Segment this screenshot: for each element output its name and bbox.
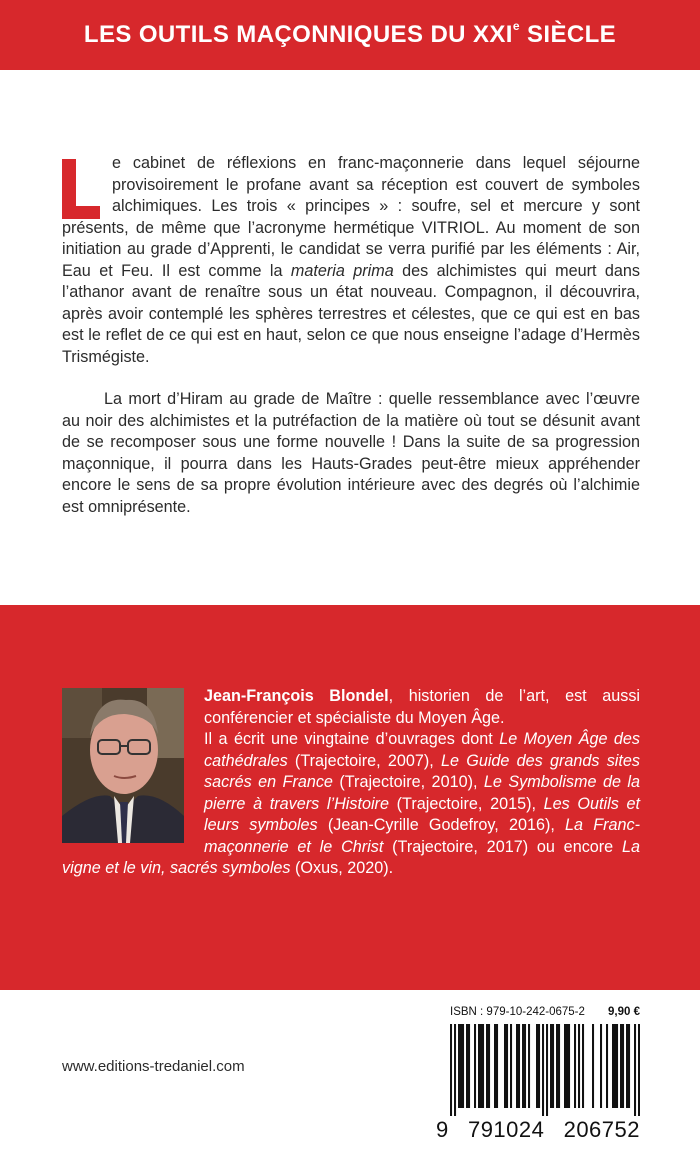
barcode-bar bbox=[612, 1024, 614, 1108]
publisher-website[interactable]: www.editions-tredaniel.com bbox=[62, 1058, 245, 1075]
barcode-bar bbox=[450, 1024, 452, 1116]
barcode-bar bbox=[566, 1024, 568, 1108]
barcode-bar bbox=[558, 1024, 560, 1108]
barcode-bar bbox=[482, 1024, 484, 1108]
barcode-bar bbox=[600, 1024, 602, 1108]
book-series-title: LES OUTILS MAÇONNIQUES DU XXIe SIÈCLE bbox=[83, 19, 617, 48]
barcode-bar bbox=[494, 1024, 496, 1108]
barcode-bar bbox=[466, 1024, 468, 1108]
barcode-bar bbox=[578, 1024, 580, 1108]
barcode-bar bbox=[574, 1024, 576, 1108]
barcode-digits: 9 791024 206752 bbox=[436, 1117, 640, 1142]
barcode-bar bbox=[552, 1024, 554, 1108]
barcode-bar bbox=[568, 1024, 570, 1108]
barcode-bar bbox=[622, 1024, 624, 1108]
barcode-bar bbox=[462, 1024, 464, 1108]
author-name: Jean-François Blondel bbox=[204, 687, 389, 705]
barcode-bar bbox=[542, 1024, 544, 1116]
barcode-bar bbox=[620, 1024, 622, 1108]
barcode-bar bbox=[480, 1024, 482, 1108]
barcode-bar bbox=[614, 1024, 616, 1108]
description-paragraph-2: La mort d’Hiram au grade de Maître : quelle ressemblance avec l’œuvre au noir des alchimistes et la putréfaction de la matière où tout se désunit avant de se recomposer sous une forme nouvelle ! Dans la suite de sa progression maçonnique, il pourra dans les Hauts-Grades peut-être mieux appréhender encore le sens de sa propre évolution intérieure avec des degrés où l’alchimie est omniprésente. bbox=[62, 390, 640, 516]
barcode-bar bbox=[506, 1024, 508, 1108]
barcode-bar bbox=[616, 1024, 618, 1108]
price-label: 9,90 € bbox=[608, 1006, 640, 1018]
barcode-bar bbox=[504, 1024, 506, 1108]
barcode-bar bbox=[524, 1024, 526, 1108]
barcode-bar bbox=[564, 1024, 566, 1108]
barcode-bar bbox=[496, 1024, 498, 1108]
barcode-bar bbox=[474, 1024, 476, 1108]
description-paragraph-1: e cabinet de réflexions en franc-maçonnerie dans lequel séjourne provisoirement le profane avant sa réception est couvert de symboles alchimiques. Les trois « principes » : soufre, sel et mercure y sont présents, de même que l’acronyme hermétique VITRIOL. Au moment de son initiation au grade d’Apprenti, le candidat se verra purifié par les éléments : Air, Eau et Feu. Il est comme la materia prima des alchimistes qui meurt dans l’athanor avant de renaître sous un état nouveau. Compagnon, il découvrira, après avoir contemplé les sphères terrestres et célestes, que ce qui est en bas est le reflet de ce qui est en haut, selon ce que nous enseigne l’adage d’Hermès Trismégiste. bbox=[62, 154, 640, 366]
barcode-bar bbox=[468, 1024, 470, 1108]
barcode-bar bbox=[626, 1024, 628, 1108]
barcode-bar bbox=[536, 1024, 538, 1108]
author-bio-text: Jean-François Blondel, historien de l’art, est aussi conférencier et spécialiste du Moyen Âge. Il a écrit une vingtaine d’ouvrages dont Le Moyen Âge des cathédrales (Trajectoire, 2007), Le Guide des grands sites sacrés en France (Trajectoire, 2010), Le Symbolisme de la pierre à travers l’Histoire (Trajectoire, 2015), Les Outils et leurs symboles (Jean-Cyrille Godefroy, 2016), La Franc-maçonnerie et le Christ (Trajectoire, 2017) ou encore La vigne et le vin, sacrés symboles (Oxus, 2020). bbox=[62, 687, 641, 877]
barcode-bar bbox=[518, 1024, 520, 1108]
barcode-bar bbox=[582, 1024, 584, 1108]
barcode-bar bbox=[538, 1024, 540, 1108]
barcode-bar bbox=[458, 1024, 460, 1108]
barcode-bar bbox=[550, 1024, 552, 1108]
barcode-bar bbox=[634, 1024, 636, 1116]
barcode-bar bbox=[628, 1024, 630, 1108]
barcode-bar bbox=[592, 1024, 594, 1108]
barcode-bar bbox=[516, 1024, 518, 1108]
isbn-block bbox=[436, 1006, 640, 1143]
barcode-bar bbox=[638, 1024, 640, 1116]
description-text bbox=[62, 153, 640, 518]
barcode bbox=[450, 1024, 640, 1116]
barcode-bar bbox=[478, 1024, 480, 1108]
dropcap-letter bbox=[58, 155, 102, 217]
barcode-bar bbox=[510, 1024, 512, 1108]
barcode-bar bbox=[556, 1024, 558, 1108]
barcode-bar bbox=[454, 1024, 456, 1116]
barcode-bar bbox=[546, 1024, 548, 1116]
barcode-bar bbox=[606, 1024, 608, 1108]
barcode-bar bbox=[488, 1024, 490, 1108]
barcode-bar bbox=[460, 1024, 462, 1108]
barcode-bar bbox=[528, 1024, 530, 1108]
barcode-bar bbox=[486, 1024, 488, 1108]
isbn-number: ISBN : 979-10-242-0675-2 bbox=[450, 1006, 585, 1018]
header-banner bbox=[0, 0, 700, 70]
barcode-bar bbox=[522, 1024, 524, 1108]
